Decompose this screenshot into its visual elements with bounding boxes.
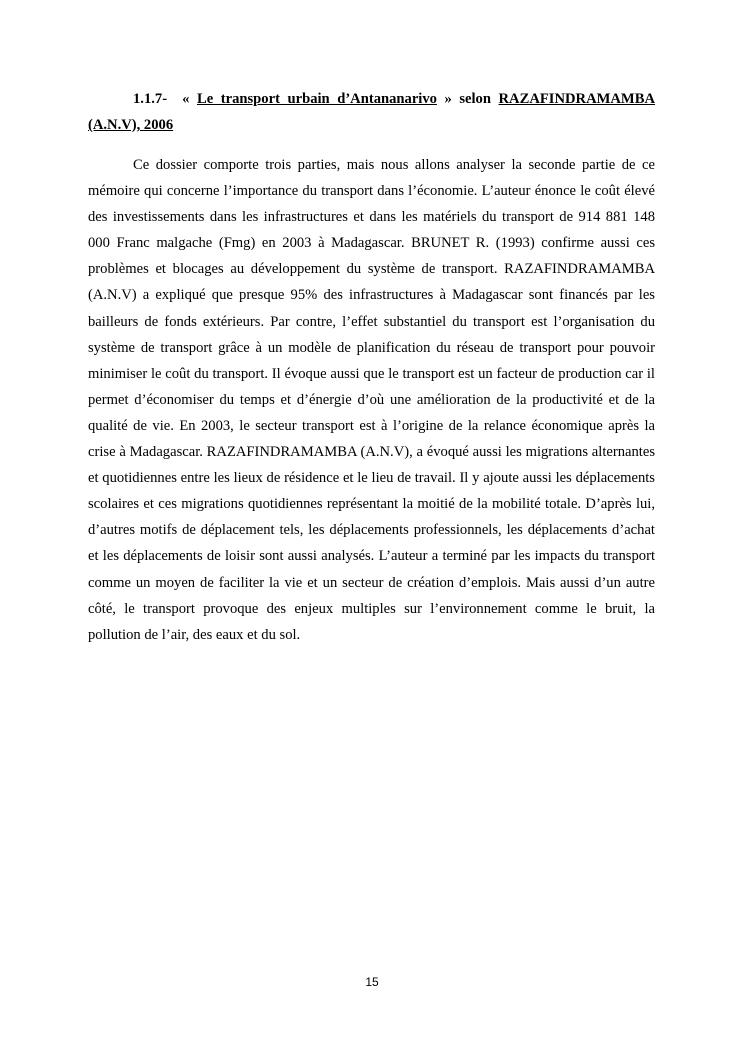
section-heading: [88, 86, 655, 138]
section-number: 1.1.7-: [133, 91, 168, 107]
title-close-quote: »: [436, 91, 452, 107]
section-title: Le transport urbain d’Antananarivo: [197, 91, 437, 107]
title-open-quote: «: [182, 91, 197, 107]
body-paragraph: Ce dossier comporte trois parties, mais nous allons analyser la seconde partie de ce mémoire qui concerne l’importance du transport dans l’économie. L’auteur énonce le coût élevé des investissements dans les infrastructures et dans les matériels du transport de 914 881 148 000 Franc malgache (Fmg) en 2003 à Madagascar. BRUNET R. (1993) confirme aussi ces problèmes et blocages au développement du système de transport. RAZAFINDRAMAMBA (A.N.V) a expliqué que presque 95% des infrastructures à Madagascar sont financés par les bailleurs de fonds extérieurs. Par contre, l’effet substantiel du transport est l’organisation du système de transport grâce à un modèle de planification du réseau de transport pour pouvoir minimiser le coût du transport. Il évoque aussi que le transport est un facteur de production car il permet d’économiser du temps et d’énergie d’où une amélioration de la productivité et de la qualité de vie. En 2003, le secteur transport est à l’origine de la relance économique après la crise à Madagascar. RAZAFINDRAMAMBA (A.N.V), a évoqué aussi les migrations alternantes et quotidiennes entre les lieux de résidence et le lieu de travail. Il y ajoute aussi les déplacements scolaires et ces migrations quotidiennes représentant la moitié de la mobilité totale. D’après lui, d’autres motifs de déplacement tels, les déplacements professionnels, les déplacements d’achat et les déplacements de loisir sont aussi analysés. L’auteur a terminé par les impacts du transport comme un moyen de faciliter la vie et un secteur de création d’emplois. Mais aussi d’un autre côté, le transport provoque des enjeux multiples sur l’environnement comme le bruit, la pollution de l’air, des eaux et du sol.: [88, 157, 655, 643]
selon-word: selon: [451, 91, 499, 107]
section-author: RAZAFINDRAMAMBA (A.N.V), 2006: [88, 91, 655, 133]
page-number: 15: [365, 975, 379, 989]
